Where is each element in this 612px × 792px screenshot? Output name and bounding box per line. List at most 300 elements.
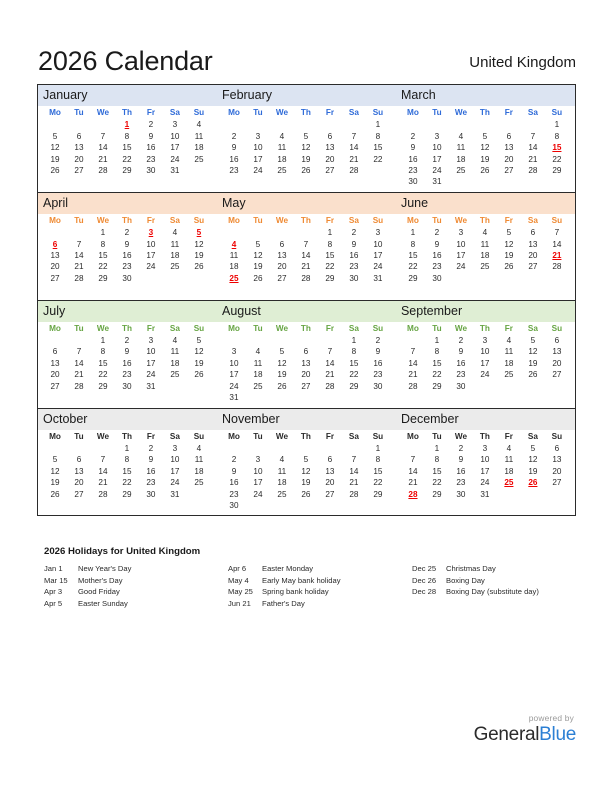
day-cell[interactable]: 25 bbox=[480, 262, 490, 272]
day-cell[interactable]: 24 bbox=[480, 478, 490, 488]
day-cell[interactable]: 14 bbox=[98, 466, 108, 476]
day-cell[interactable]: 9 bbox=[410, 143, 416, 153]
day-cell[interactable]: 13 bbox=[301, 358, 311, 368]
day-cell[interactable]: 19 bbox=[50, 154, 60, 164]
day-cell[interactable]: 16 bbox=[229, 154, 239, 164]
day-cell[interactable]: 11 bbox=[170, 347, 180, 357]
day-cell[interactable]: 14 bbox=[349, 143, 359, 153]
day-cell[interactable]: 14 bbox=[74, 251, 84, 261]
day-cell[interactable]: 30 bbox=[122, 273, 132, 283]
day-cell[interactable]: 12 bbox=[277, 358, 287, 368]
day-cell[interactable]: 23 bbox=[146, 478, 156, 488]
day-cell[interactable]: 2 bbox=[148, 443, 154, 453]
day-cell[interactable]: 20 bbox=[528, 251, 538, 261]
day-cell[interactable]: 27 bbox=[552, 478, 562, 488]
day-cell[interactable]: 15 bbox=[122, 143, 132, 153]
day-cell[interactable]: 16 bbox=[456, 358, 466, 368]
day-cell[interactable]: 10 bbox=[253, 466, 263, 476]
day-cell[interactable]: 10 bbox=[456, 239, 466, 249]
day-cell[interactable]: 1 bbox=[351, 336, 357, 346]
day-cell[interactable]: 20 bbox=[325, 154, 335, 164]
day-cell[interactable]: 2 bbox=[231, 131, 237, 141]
day-cell[interactable]: 10 bbox=[480, 455, 490, 465]
day-cell[interactable]: 14 bbox=[528, 143, 538, 153]
day-cell[interactable]: 20 bbox=[74, 154, 84, 164]
day-cell[interactable]: 3 bbox=[172, 120, 178, 130]
day-cell[interactable]: 3 bbox=[482, 336, 488, 346]
day-cell[interactable]: 31 bbox=[146, 381, 156, 391]
day-cell[interactable]: 22 bbox=[432, 370, 442, 380]
day-cell[interactable]: 9 bbox=[458, 347, 464, 357]
day-cell[interactable]: 27 bbox=[325, 166, 335, 176]
day-cell[interactable]: 16 bbox=[122, 358, 132, 368]
day-cell[interactable]: 2 bbox=[124, 228, 130, 238]
day-cell[interactable]: 4 bbox=[172, 336, 178, 346]
day-cell[interactable]: 6 bbox=[52, 347, 58, 357]
day-cell[interactable]: 26 bbox=[528, 370, 538, 380]
day-cell[interactable]: 4 bbox=[482, 228, 488, 238]
day-cell[interactable]: 19 bbox=[504, 251, 514, 261]
day-cell[interactable]: 20 bbox=[504, 154, 514, 164]
day-cell[interactable]: 18 bbox=[456, 154, 466, 164]
day-cell[interactable]: 3 bbox=[482, 443, 488, 453]
day-cell[interactable]: 14 bbox=[74, 358, 84, 368]
day-cell[interactable]: 22 bbox=[373, 154, 383, 164]
day-cell[interactable]: 31 bbox=[170, 489, 180, 499]
day-cell[interactable]: 3 bbox=[172, 443, 178, 453]
day-cell[interactable]: 10 bbox=[253, 143, 263, 153]
day-cell[interactable]: 6 bbox=[279, 239, 285, 249]
day-cell[interactable]: 1 bbox=[375, 120, 381, 130]
day-cell[interactable]: 20 bbox=[301, 370, 311, 380]
day-cell[interactable]: 19 bbox=[301, 154, 311, 164]
day-cell[interactable]: 2 bbox=[410, 131, 416, 141]
day-cell[interactable]: 15 bbox=[373, 143, 383, 153]
day-cell[interactable]: 8 bbox=[100, 347, 106, 357]
day-cell[interactable]: 20 bbox=[50, 262, 60, 272]
day-cell[interactable]: 13 bbox=[277, 251, 287, 261]
day-cell[interactable]: 17 bbox=[146, 251, 156, 261]
day-cell[interactable]: 20 bbox=[325, 478, 335, 488]
day-cell[interactable]: 20 bbox=[50, 370, 60, 380]
day-cell[interactable]: 16 bbox=[408, 154, 418, 164]
day-cell[interactable]: 22 bbox=[349, 370, 359, 380]
day-cell[interactable]: 11 bbox=[194, 131, 204, 141]
day-cell[interactable]: 14 bbox=[408, 466, 418, 476]
day-cell[interactable]: 18 bbox=[277, 154, 287, 164]
day-cell[interactable]: 19 bbox=[301, 478, 311, 488]
day-cell[interactable]: 25 bbox=[277, 489, 287, 499]
day-cell[interactable]: 10 bbox=[373, 239, 383, 249]
day-cell[interactable]: 3 bbox=[434, 131, 440, 141]
day-cell[interactable]: 6 bbox=[76, 455, 82, 465]
day-cell[interactable]: 6 bbox=[554, 336, 560, 346]
day-cell[interactable]: 1 bbox=[554, 120, 560, 130]
day-cell[interactable]: 28 bbox=[349, 489, 359, 499]
day-cell[interactable]: 6 bbox=[530, 228, 536, 238]
day-cell[interactable]: 13 bbox=[50, 251, 60, 261]
day-cell[interactable]: 8 bbox=[351, 347, 357, 357]
day-cell[interactable]: 3 bbox=[148, 336, 154, 346]
day-cell[interactable]: 9 bbox=[231, 466, 237, 476]
day-cell[interactable]: 24 bbox=[229, 381, 239, 391]
day-cell[interactable]: 30 bbox=[408, 177, 418, 187]
day-cell[interactable]: 29 bbox=[373, 489, 383, 499]
day-cell[interactable]: 12 bbox=[504, 239, 514, 249]
day-cell[interactable]: 25 bbox=[194, 154, 204, 164]
day-cell[interactable]: 19 bbox=[194, 358, 204, 368]
day-cell[interactable]: 9 bbox=[124, 347, 130, 357]
day-cell[interactable]: 2 bbox=[458, 336, 464, 346]
day-cell[interactable]: 9 bbox=[231, 143, 237, 153]
day-cell[interactable]: 26 bbox=[504, 262, 514, 272]
day-cell[interactable]: 6 bbox=[506, 131, 512, 141]
day-cell[interactable]: 11 bbox=[253, 358, 263, 368]
day-cell[interactable]: 27 bbox=[74, 489, 84, 499]
day-cell[interactable]: 9 bbox=[148, 455, 154, 465]
day-cell[interactable]: 11 bbox=[277, 466, 287, 476]
day-cell[interactable]: 17 bbox=[170, 466, 180, 476]
day-cell[interactable]: 27 bbox=[528, 262, 538, 272]
day-cell[interactable]: 26 bbox=[194, 262, 204, 272]
day-cell[interactable]: 8 bbox=[375, 131, 381, 141]
day-cell[interactable]: 15 bbox=[432, 358, 442, 368]
day-cell[interactable]: 6 bbox=[76, 131, 82, 141]
day-cell[interactable]: 23 bbox=[456, 478, 466, 488]
day-cell[interactable]: 2 bbox=[351, 228, 357, 238]
day-cell[interactable]: 21 bbox=[98, 478, 108, 488]
holiday-day-cell[interactable]: 3 bbox=[148, 228, 154, 238]
day-cell[interactable]: 22 bbox=[122, 154, 132, 164]
day-cell[interactable]: 17 bbox=[229, 370, 239, 380]
day-cell[interactable]: 26 bbox=[301, 489, 311, 499]
day-cell[interactable]: 25 bbox=[253, 381, 263, 391]
day-cell[interactable]: 5 bbox=[303, 131, 309, 141]
day-cell[interactable]: 4 bbox=[196, 120, 202, 130]
day-cell[interactable]: 28 bbox=[349, 166, 359, 176]
day-cell[interactable]: 30 bbox=[122, 381, 132, 391]
day-cell[interactable]: 23 bbox=[408, 166, 418, 176]
day-cell[interactable]: 19 bbox=[50, 478, 60, 488]
day-cell[interactable]: 17 bbox=[146, 358, 156, 368]
day-cell[interactable]: 9 bbox=[351, 239, 357, 249]
day-cell[interactable]: 19 bbox=[528, 358, 538, 368]
day-cell[interactable]: 6 bbox=[303, 347, 309, 357]
day-cell[interactable]: 25 bbox=[277, 166, 287, 176]
day-cell[interactable]: 13 bbox=[325, 466, 335, 476]
day-cell[interactable]: 17 bbox=[170, 143, 180, 153]
day-cell[interactable]: 26 bbox=[301, 166, 311, 176]
day-cell[interactable]: 15 bbox=[432, 466, 442, 476]
day-cell[interactable]: 28 bbox=[408, 381, 418, 391]
day-cell[interactable]: 5 bbox=[530, 443, 536, 453]
day-cell[interactable]: 17 bbox=[480, 358, 490, 368]
day-cell[interactable]: 17 bbox=[373, 251, 383, 261]
day-cell[interactable]: 2 bbox=[148, 120, 154, 130]
day-cell[interactable]: 22 bbox=[373, 478, 383, 488]
day-cell[interactable]: 26 bbox=[50, 166, 60, 176]
day-cell[interactable]: 11 bbox=[194, 455, 204, 465]
day-cell[interactable]: 25 bbox=[456, 166, 466, 176]
day-cell[interactable]: 23 bbox=[229, 489, 239, 499]
day-cell[interactable]: 12 bbox=[253, 251, 263, 261]
day-cell[interactable]: 27 bbox=[74, 166, 84, 176]
day-cell[interactable]: 27 bbox=[504, 166, 514, 176]
day-cell[interactable]: 21 bbox=[74, 370, 84, 380]
day-cell[interactable]: 29 bbox=[98, 381, 108, 391]
day-cell[interactable]: 15 bbox=[98, 358, 108, 368]
day-cell[interactable]: 4 bbox=[196, 443, 202, 453]
day-cell[interactable]: 9 bbox=[124, 239, 130, 249]
day-cell[interactable]: 8 bbox=[434, 455, 440, 465]
day-cell[interactable]: 16 bbox=[229, 478, 239, 488]
day-cell[interactable]: 14 bbox=[408, 358, 418, 368]
day-cell[interactable]: 18 bbox=[504, 358, 514, 368]
day-cell[interactable]: 8 bbox=[554, 131, 560, 141]
day-cell[interactable]: 6 bbox=[327, 455, 333, 465]
day-cell[interactable]: 19 bbox=[253, 262, 263, 272]
day-cell[interactable]: 15 bbox=[325, 251, 335, 261]
day-cell[interactable]: 20 bbox=[552, 358, 562, 368]
generalblue-logo[interactable] bbox=[0, 724, 576, 746]
day-cell[interactable]: 17 bbox=[456, 251, 466, 261]
holiday-day-cell[interactable]: 5 bbox=[196, 228, 202, 238]
day-cell[interactable]: 31 bbox=[432, 177, 442, 187]
day-cell[interactable]: 12 bbox=[480, 143, 490, 153]
day-cell[interactable]: 7 bbox=[530, 131, 536, 141]
day-cell[interactable]: 8 bbox=[375, 455, 381, 465]
day-cell[interactable]: 25 bbox=[504, 370, 514, 380]
day-cell[interactable]: 29 bbox=[122, 166, 132, 176]
day-cell[interactable]: 6 bbox=[327, 131, 333, 141]
holiday-day-cell[interactable]: 1 bbox=[124, 120, 130, 130]
day-cell[interactable]: 10 bbox=[170, 131, 180, 141]
day-cell[interactable]: 26 bbox=[480, 166, 490, 176]
day-cell[interactable]: 30 bbox=[229, 500, 239, 510]
day-cell[interactable]: 4 bbox=[506, 336, 512, 346]
day-cell[interactable]: 22 bbox=[98, 370, 108, 380]
day-cell[interactable]: 29 bbox=[432, 381, 442, 391]
day-cell[interactable]: 2 bbox=[434, 228, 440, 238]
day-cell[interactable]: 11 bbox=[456, 143, 466, 153]
day-cell[interactable]: 18 bbox=[170, 358, 180, 368]
day-cell[interactable]: 28 bbox=[98, 489, 108, 499]
day-cell[interactable]: 10 bbox=[170, 455, 180, 465]
day-cell[interactable]: 26 bbox=[253, 273, 263, 283]
day-cell[interactable]: 11 bbox=[229, 251, 239, 261]
day-cell[interactable]: 10 bbox=[229, 358, 239, 368]
day-cell[interactable]: 9 bbox=[458, 455, 464, 465]
day-cell[interactable]: 16 bbox=[122, 251, 132, 261]
day-cell[interactable]: 21 bbox=[325, 370, 335, 380]
day-cell[interactable]: 3 bbox=[375, 228, 381, 238]
day-cell[interactable]: 27 bbox=[552, 370, 562, 380]
day-cell[interactable]: 2 bbox=[458, 443, 464, 453]
day-cell[interactable]: 15 bbox=[349, 358, 359, 368]
day-cell[interactable]: 26 bbox=[277, 381, 287, 391]
day-cell[interactable]: 12 bbox=[528, 347, 538, 357]
day-cell[interactable]: 21 bbox=[349, 478, 359, 488]
day-cell[interactable]: 29 bbox=[349, 381, 359, 391]
day-cell[interactable]: 12 bbox=[50, 143, 60, 153]
day-cell[interactable]: 21 bbox=[301, 262, 311, 272]
day-cell[interactable]: 23 bbox=[122, 370, 132, 380]
day-cell[interactable]: 13 bbox=[74, 143, 84, 153]
day-cell[interactable]: 8 bbox=[434, 347, 440, 357]
day-cell[interactable]: 31 bbox=[480, 489, 490, 499]
day-cell[interactable]: 23 bbox=[229, 166, 239, 176]
day-cell[interactable]: 29 bbox=[98, 273, 108, 283]
day-cell[interactable]: 18 bbox=[480, 251, 490, 261]
day-cell[interactable]: 4 bbox=[172, 228, 178, 238]
day-cell[interactable]: 23 bbox=[122, 262, 132, 272]
day-cell[interactable]: 1 bbox=[124, 443, 130, 453]
day-cell[interactable]: 8 bbox=[410, 239, 416, 249]
day-cell[interactable]: 9 bbox=[375, 347, 381, 357]
day-cell[interactable]: 3 bbox=[255, 455, 261, 465]
day-cell[interactable]: 5 bbox=[279, 347, 285, 357]
day-cell[interactable]: 28 bbox=[528, 166, 538, 176]
day-cell[interactable]: 31 bbox=[229, 393, 239, 403]
day-cell[interactable]: 23 bbox=[456, 370, 466, 380]
day-cell[interactable]: 23 bbox=[349, 262, 359, 272]
day-cell[interactable]: 3 bbox=[458, 228, 464, 238]
day-cell[interactable]: 29 bbox=[432, 489, 442, 499]
day-cell[interactable]: 5 bbox=[255, 239, 261, 249]
day-cell[interactable]: 24 bbox=[170, 478, 180, 488]
day-cell[interactable]: 1 bbox=[100, 228, 106, 238]
day-cell[interactable]: 7 bbox=[410, 347, 416, 357]
day-cell[interactable]: 1 bbox=[410, 228, 416, 238]
day-cell[interactable]: 30 bbox=[432, 273, 442, 283]
day-cell[interactable]: 11 bbox=[504, 455, 514, 465]
day-cell[interactable]: 29 bbox=[552, 166, 562, 176]
day-cell[interactable]: 21 bbox=[408, 478, 418, 488]
day-cell[interactable]: 25 bbox=[194, 478, 204, 488]
day-cell[interactable]: 22 bbox=[98, 262, 108, 272]
day-cell[interactable]: 16 bbox=[349, 251, 359, 261]
day-cell[interactable]: 20 bbox=[74, 478, 84, 488]
day-cell[interactable]: 5 bbox=[530, 336, 536, 346]
day-cell[interactable]: 13 bbox=[50, 358, 60, 368]
day-cell[interactable]: 22 bbox=[432, 478, 442, 488]
day-cell[interactable]: 16 bbox=[146, 143, 156, 153]
day-cell[interactable]: 13 bbox=[504, 143, 514, 153]
day-cell[interactable]: 27 bbox=[301, 381, 311, 391]
day-cell[interactable]: 7 bbox=[76, 239, 82, 249]
day-cell[interactable]: 24 bbox=[253, 489, 263, 499]
day-cell[interactable]: 12 bbox=[50, 466, 60, 476]
day-cell[interactable]: 6 bbox=[554, 443, 560, 453]
day-cell[interactable]: 8 bbox=[100, 239, 106, 249]
day-cell[interactable]: 7 bbox=[100, 455, 106, 465]
day-cell[interactable]: 27 bbox=[277, 273, 287, 283]
day-cell[interactable]: 7 bbox=[76, 347, 82, 357]
day-cell[interactable]: 7 bbox=[303, 239, 309, 249]
day-cell[interactable]: 9 bbox=[434, 239, 440, 249]
day-cell[interactable]: 17 bbox=[432, 154, 442, 164]
day-cell[interactable]: 17 bbox=[480, 466, 490, 476]
day-cell[interactable]: 5 bbox=[482, 131, 488, 141]
day-cell[interactable]: 1 bbox=[375, 443, 381, 453]
day-cell[interactable]: 22 bbox=[122, 478, 132, 488]
day-cell[interactable]: 20 bbox=[277, 262, 287, 272]
day-cell[interactable]: 29 bbox=[325, 273, 335, 283]
day-cell[interactable]: 13 bbox=[528, 239, 538, 249]
day-cell[interactable]: 23 bbox=[373, 370, 383, 380]
day-cell[interactable]: 27 bbox=[50, 381, 60, 391]
day-cell[interactable]: 16 bbox=[373, 358, 383, 368]
day-cell[interactable]: 7 bbox=[351, 131, 357, 141]
day-cell[interactable]: 7 bbox=[327, 347, 333, 357]
day-cell[interactable]: 22 bbox=[325, 262, 335, 272]
day-cell[interactable]: 21 bbox=[98, 154, 108, 164]
day-cell[interactable]: 16 bbox=[456, 466, 466, 476]
holiday-day-cell[interactable]: 25 bbox=[229, 273, 239, 283]
day-cell[interactable]: 15 bbox=[373, 466, 383, 476]
day-cell[interactable]: 4 bbox=[255, 347, 261, 357]
day-cell[interactable]: 26 bbox=[50, 489, 60, 499]
day-cell[interactable]: 3 bbox=[255, 131, 261, 141]
holiday-day-cell[interactable]: 26 bbox=[528, 478, 538, 488]
day-cell[interactable]: 23 bbox=[146, 154, 156, 164]
day-cell[interactable]: 11 bbox=[480, 239, 490, 249]
day-cell[interactable]: 7 bbox=[410, 455, 416, 465]
day-cell[interactable]: 30 bbox=[349, 273, 359, 283]
day-cell[interactable]: 11 bbox=[277, 143, 287, 153]
day-cell[interactable]: 18 bbox=[504, 466, 514, 476]
day-cell[interactable]: 12 bbox=[301, 466, 311, 476]
day-cell[interactable]: 11 bbox=[504, 347, 514, 357]
day-cell[interactable]: 14 bbox=[301, 251, 311, 261]
day-cell[interactable]: 25 bbox=[170, 370, 180, 380]
day-cell[interactable]: 18 bbox=[194, 466, 204, 476]
day-cell[interactable]: 10 bbox=[480, 347, 490, 357]
day-cell[interactable]: 24 bbox=[373, 262, 383, 272]
day-cell[interactable]: 18 bbox=[253, 370, 263, 380]
day-cell[interactable]: 13 bbox=[552, 455, 562, 465]
day-cell[interactable]: 10 bbox=[146, 239, 156, 249]
day-cell[interactable]: 8 bbox=[124, 455, 130, 465]
day-cell[interactable]: 31 bbox=[170, 166, 180, 176]
day-cell[interactable]: 12 bbox=[194, 347, 204, 357]
day-cell[interactable]: 22 bbox=[552, 154, 562, 164]
day-cell[interactable]: 4 bbox=[458, 131, 464, 141]
day-cell[interactable]: 12 bbox=[194, 239, 204, 249]
day-cell[interactable]: 24 bbox=[432, 166, 442, 176]
day-cell[interactable]: 8 bbox=[124, 131, 130, 141]
day-cell[interactable]: 13 bbox=[74, 466, 84, 476]
day-cell[interactable]: 8 bbox=[327, 239, 333, 249]
day-cell[interactable]: 25 bbox=[170, 262, 180, 272]
day-cell[interactable]: 18 bbox=[277, 478, 287, 488]
day-cell[interactable]: 19 bbox=[480, 154, 490, 164]
day-cell[interactable]: 30 bbox=[146, 489, 156, 499]
day-cell[interactable]: 19 bbox=[277, 370, 287, 380]
day-cell[interactable]: 29 bbox=[122, 489, 132, 499]
holiday-day-cell[interactable]: 25 bbox=[504, 478, 514, 488]
day-cell[interactable]: 12 bbox=[301, 143, 311, 153]
day-cell[interactable]: 10 bbox=[146, 347, 156, 357]
day-cell[interactable]: 18 bbox=[194, 143, 204, 153]
day-cell[interactable]: 19 bbox=[528, 466, 538, 476]
day-cell[interactable]: 26 bbox=[194, 370, 204, 380]
day-cell[interactable]: 7 bbox=[100, 131, 106, 141]
day-cell[interactable]: 1 bbox=[100, 336, 106, 346]
day-cell[interactable]: 22 bbox=[408, 262, 418, 272]
day-cell[interactable]: 15 bbox=[408, 251, 418, 261]
day-cell[interactable]: 17 bbox=[253, 478, 263, 488]
